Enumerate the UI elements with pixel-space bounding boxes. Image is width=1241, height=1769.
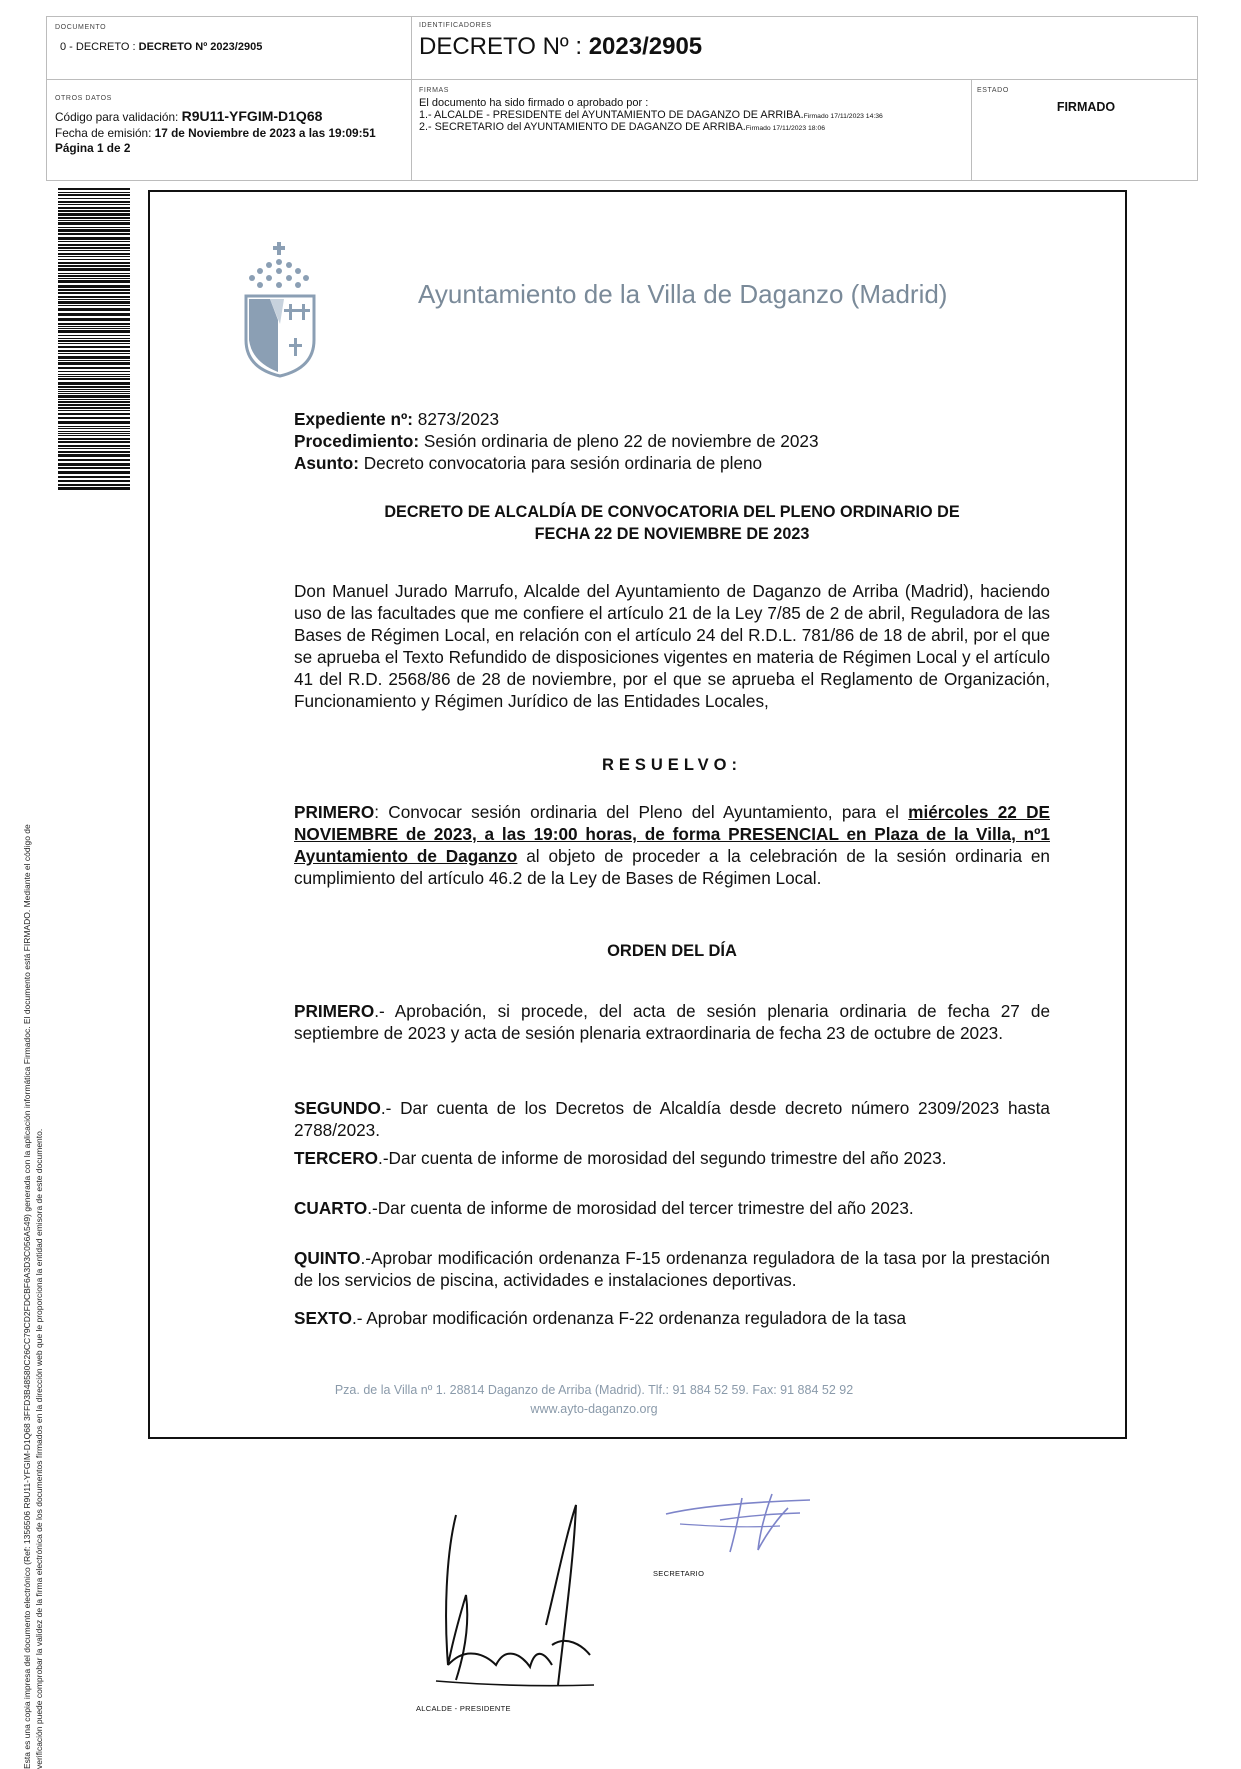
barcode-bar bbox=[58, 268, 130, 271]
decree-title: DECRETO DE ALCALDÍA DE CONVOCATORIA DEL PLENO ORDINARIO DE FECHA 22 DE NOVIEMBRE DE 2023 bbox=[384, 503, 960, 543]
secretario-label: SECRETARIO bbox=[653, 1569, 705, 1578]
verification-line-1: Esta es una copia impresa del documento electrónico (Ref: 1356506 R9U11-YFGIM-D1Q68 3FFD3B48580C26CC79CD2FDCBF6A3D3C056A549) generada con la aplicación informática Firmadoc. El documento está FIRMADO. Mediante el código de bbox=[22, 824, 32, 1769]
barcode-bar bbox=[58, 395, 130, 398]
barcode-bar bbox=[58, 278, 130, 279]
barcode-bar bbox=[58, 340, 130, 342]
barcode-bar bbox=[58, 353, 130, 354]
orden-item-3: TERCERO.-Dar cuenta de informe de morosidad del segundo trimestre del año 2023. bbox=[294, 1148, 947, 1168]
barcode-bar bbox=[58, 435, 130, 436]
barcode-bar bbox=[58, 265, 130, 267]
barcode-bar bbox=[58, 463, 130, 466]
orden-del-dia-heading: ORDEN DEL DÍA bbox=[607, 942, 737, 960]
barcode-bar bbox=[58, 467, 130, 469]
barcode-bar bbox=[58, 188, 130, 190]
barcode-bar bbox=[58, 343, 130, 344]
page-indicator: Página 1 de 2 bbox=[55, 141, 131, 155]
alcalde-label: ALCALDE - PRESIDENTE bbox=[416, 1704, 511, 1713]
resuelvo-heading: RESUELVO: bbox=[601, 756, 743, 774]
barcode-bar bbox=[58, 338, 130, 339]
intro-paragraph: Don Manuel Jurado Marrufo, Alcalde del Ayuntamiento de Daganzo de Arriba (Madrid), haciendo uso de las facultades que me confiere el artículo 21 de la Ley 7/85 de 2 de abril, Reguladora de las Bases de Régimen Local, en relación con el artículo 24 del R.D.L. 781/86 de 18 de abril, por el que se aprueba el Texto Refundido de disposiciones vigentes en materia de Régimen Local y el artículo 41 del R.D. 2568/86 de 28 de noviembre, por el que se aprueba el Reglamento de Organización, Funcionamiento y Régimen Jurídico de las Entidades Locales, bbox=[294, 581, 1050, 711]
barcode-bar bbox=[58, 220, 130, 221]
procedimiento-line: Procedimiento: Sesión ordinaria de pleno 22 de noviembre de 2023 bbox=[294, 431, 819, 451]
barcode-bar bbox=[58, 393, 130, 394]
barcode-bar bbox=[58, 241, 130, 242]
barcode-bar bbox=[58, 382, 130, 385]
orden-item-2: SEGUNDO.- Dar cuenta de los Decretos de Alcaldía desde decreto número 2309/2023 hasta 2788/2023. bbox=[294, 1098, 1050, 1140]
barcode-bar bbox=[58, 471, 130, 474]
barcode-bar bbox=[58, 487, 130, 490]
barcode-bar bbox=[58, 378, 130, 380]
barcode-bar bbox=[58, 421, 130, 424]
estado-value: FIRMADO bbox=[1056, 100, 1116, 114]
barcode-bar bbox=[58, 326, 130, 327]
barcode-bar bbox=[58, 448, 130, 449]
barcode-bar bbox=[58, 305, 130, 306]
barcode-bar bbox=[58, 431, 130, 432]
barcode-bar bbox=[58, 407, 130, 409]
footer-address: Pza. de la Villa nº 1. 28814 Daganzo de Arriba (Madrid). Tlf.: 91 884 52 59. Fax: 91 884 52 92 bbox=[334, 1383, 854, 1397]
orden-item-6: SEXTO.- Aprobar modificación ordenanza F-22 ordenanza reguladora de la tasa bbox=[294, 1308, 907, 1328]
barcode-bar bbox=[58, 476, 130, 478]
barcode-bar bbox=[58, 445, 130, 447]
barcode-bar bbox=[58, 376, 130, 377]
barcode-bar bbox=[58, 299, 130, 300]
validation-code: Código para validación: R9U11-YFGIM-D1Q68 bbox=[55, 108, 323, 124]
barcode-bar bbox=[58, 222, 130, 225]
otros-datos-label: OTROS DATOS bbox=[55, 95, 112, 102]
barcode-bar bbox=[58, 454, 130, 457]
divider bbox=[47, 79, 1197, 80]
barcode-bar bbox=[58, 367, 130, 369]
barcode-bar bbox=[58, 192, 130, 193]
barcode-bar bbox=[58, 417, 130, 419]
barcode-bar bbox=[58, 386, 130, 388]
case-metadata bbox=[294, 408, 819, 474]
barcode-bar bbox=[58, 360, 130, 361]
divider bbox=[971, 79, 972, 180]
barcode-bar bbox=[58, 330, 130, 333]
barcode-bar bbox=[58, 371, 130, 372]
firmas-intro: El documento ha sido firmado o aprobado por : bbox=[419, 97, 649, 109]
barcode-bar bbox=[58, 217, 130, 219]
barcode-bar bbox=[58, 207, 130, 209]
organization-name: Ayuntamiento de la Villa de Daganzo (Madrid) bbox=[418, 279, 948, 309]
barcode-bar bbox=[58, 459, 130, 461]
barcode-bar bbox=[58, 356, 130, 359]
documento-label: DOCUMENTO bbox=[55, 24, 107, 31]
barcode-bar bbox=[58, 428, 130, 429]
verification-line-2: verificación puede comprobar la validez de la firma electrónica de los documentos firmados en la dirección web que le proporciona la entidad emisora de este documento. bbox=[34, 1128, 44, 1769]
barcode-bar bbox=[58, 308, 130, 311]
barcode-bar bbox=[58, 374, 130, 375]
barcode-bar bbox=[58, 229, 130, 232]
barcode-bar bbox=[58, 289, 130, 291]
estado-label: ESTADO bbox=[977, 87, 1009, 94]
identificadores-label: IDENTIFICADORES bbox=[419, 22, 492, 29]
barcode-bar bbox=[58, 335, 130, 336]
expediente-line: Expediente nº: 8273/2023 bbox=[294, 409, 500, 429]
primero-resolution: PRIMERO: Convocar sesión ordinaria del Pleno del Ayuntamiento, para el miércoles 22 DE NOVIEMBRE de 2023, a las 19:00 horas, de forma PRESENCIAL en Plaza de la Villa, nº1 Ayuntamiento de Daganzo al objeto de proceder a la celebración de la sesión ordinaria en cumplimiento del artículo 46.2 de la Ley de Bases de Régimen Local. bbox=[294, 802, 1050, 888]
barcode-bar bbox=[58, 247, 130, 249]
barcode-bar bbox=[58, 441, 130, 443]
decreto-number-heading: DECRETO Nº : 2023/2905 bbox=[419, 33, 703, 60]
barcode-bar bbox=[58, 426, 130, 427]
barcode-bar bbox=[58, 237, 130, 240]
firmas-label: FIRMAS bbox=[419, 87, 450, 94]
barcode bbox=[58, 188, 130, 490]
barcode-bar bbox=[58, 346, 130, 348]
barcode-bar bbox=[58, 275, 130, 277]
barcode-bar bbox=[58, 244, 130, 246]
barcode-bar bbox=[58, 201, 130, 203]
barcode-bar bbox=[58, 213, 130, 216]
barcode-bar bbox=[58, 250, 130, 251]
barcode-bar bbox=[58, 410, 130, 411]
document-header bbox=[46, 16, 1198, 181]
barcode-bar bbox=[58, 362, 130, 365]
asunto-line: Asunto: Decreto convocatoria para sesión ordinaria de pleno bbox=[294, 453, 763, 473]
barcode-bar bbox=[58, 318, 130, 321]
barcode-bar bbox=[58, 401, 130, 403]
barcode-bar bbox=[58, 391, 130, 392]
barcode-bar bbox=[58, 285, 130, 288]
barcode-bar bbox=[58, 301, 130, 304]
barcode-bar bbox=[58, 273, 130, 274]
municipal-crest-logo bbox=[240, 240, 320, 380]
footer-web: www.ayto-daganzo.org bbox=[530, 1402, 658, 1416]
barcode-bar bbox=[58, 262, 130, 264]
barcode-bar bbox=[58, 350, 130, 352]
barcode-bar bbox=[58, 313, 130, 316]
barcode-bar bbox=[58, 198, 130, 199]
barcode-bar bbox=[58, 296, 130, 298]
barcode-bar bbox=[58, 389, 130, 390]
firma-1: 1.- ALCALDE - PRESIDENTE del AYUNTAMIENTO DE DAGANZO DE ARRIBA.Firmado 17/11/2023 14:36 bbox=[419, 109, 883, 121]
orden-item-4: CUARTO.-Dar cuenta de informe de morosidad del tercer trimestre del año 2023. bbox=[294, 1198, 914, 1218]
barcode-bar bbox=[58, 227, 130, 228]
barcode-bar bbox=[58, 210, 130, 212]
barcode-bar bbox=[58, 259, 130, 260]
orden-item-1: PRIMERO.- Aprobación, si procede, del acta de sesión plenaria ordinaria de fecha 27 de septiembre de 2023 y acta de sesión plenaria extraordinaria de fecha 23 de octubre de 2023. bbox=[294, 1001, 1050, 1043]
barcode-bar bbox=[58, 280, 130, 283]
orden-item-5: QUINTO.-Aprobar modificación ordenanza F-15 ordenanza reguladora de la tasa por la prestación de los servicios de piscina, actividades e instalaciones deportivas. bbox=[294, 1248, 1050, 1290]
barcode-bar bbox=[58, 484, 130, 486]
barcode-bar bbox=[58, 413, 130, 415]
barcode-bar bbox=[58, 253, 130, 255]
barcode-bar bbox=[58, 323, 130, 325]
barcode-bar bbox=[58, 233, 130, 235]
barcode-bar bbox=[58, 480, 130, 482]
barcode-bar bbox=[58, 292, 130, 294]
barcode-bar bbox=[58, 433, 130, 434]
barcode-bar bbox=[58, 194, 130, 196]
emission-date: Fecha de emisión: 17 de Noviembre de 2023 a las 19:09:51 bbox=[55, 126, 376, 140]
divider bbox=[411, 17, 412, 180]
documento-value: 0 - DECRETO : DECRETO Nº 2023/2905 bbox=[60, 41, 263, 53]
barcode-bar bbox=[58, 451, 130, 453]
verification-side-text bbox=[21, 469, 45, 1769]
barcode-bar bbox=[58, 204, 130, 205]
letterhead-footer bbox=[294, 1381, 894, 1419]
firma-2: 2.- SECRETARIO del AYUNTAMIENTO DE DAGANZO DE ARRIBA.Firmado 17/11/2023 18:06 bbox=[419, 121, 826, 133]
barcode-bar bbox=[58, 399, 130, 400]
barcode-bar bbox=[58, 404, 130, 406]
barcode-bar bbox=[58, 256, 130, 257]
barcode-bar bbox=[58, 328, 130, 329]
alcalde-signature bbox=[426, 1495, 606, 1700]
secretario-signature bbox=[660, 1480, 830, 1560]
barcode-bar bbox=[58, 438, 130, 440]
